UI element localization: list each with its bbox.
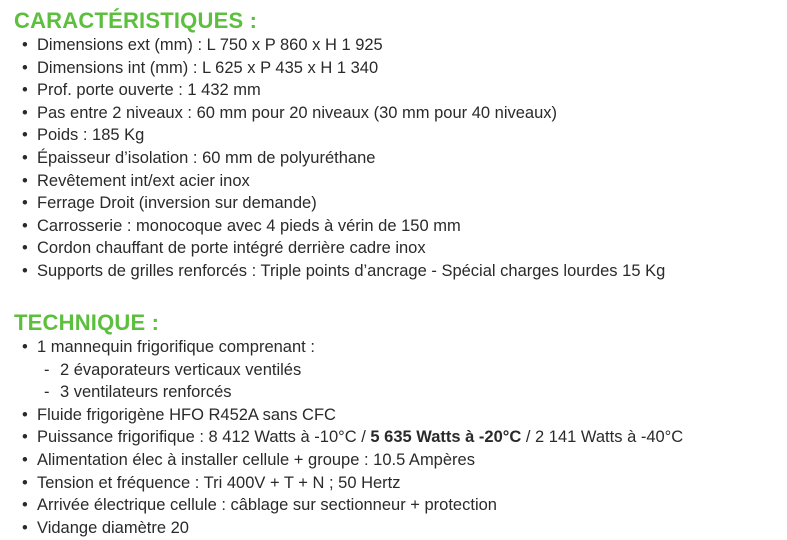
bullet-icon: • bbox=[22, 148, 28, 167]
bullet-icon: • bbox=[22, 103, 28, 122]
bullet-icon: • bbox=[22, 216, 28, 235]
bullet-icon: • bbox=[22, 496, 28, 515]
list-item bbox=[22, 34, 779, 57]
list-item bbox=[22, 517, 779, 540]
list-item bbox=[22, 147, 779, 170]
bullet-icon: • bbox=[22, 450, 28, 469]
list-item-text: Prof. porte ouverte : 1 432 mm bbox=[37, 81, 261, 100]
bullet-icon: • bbox=[22, 518, 28, 537]
list-item bbox=[22, 79, 779, 102]
bullet-icon: • bbox=[22, 194, 28, 213]
bullet-icon: • bbox=[22, 261, 28, 280]
list-item-text: Carrosserie : monocoque avec 4 pieds à vérin de 150 mm bbox=[37, 216, 461, 235]
sub-list-item-text: 2 évaporateurs verticaux ventilés bbox=[60, 360, 302, 379]
list-item-text: Poids : 185 Kg bbox=[37, 126, 145, 145]
bullet-icon: • bbox=[22, 338, 28, 356]
list-item bbox=[22, 170, 779, 193]
list-item bbox=[22, 192, 779, 215]
list-item bbox=[22, 449, 779, 472]
list-item-text: Revêtement int/ext acier inox bbox=[37, 171, 250, 190]
list-item bbox=[22, 404, 779, 427]
technique-title: TECHNIQUE : bbox=[14, 310, 160, 335]
puissance-text-part2: / 2 141 Watts à -40°C bbox=[521, 428, 684, 447]
sub-list-item bbox=[22, 381, 779, 404]
list-item bbox=[22, 237, 779, 260]
sub-list-item bbox=[22, 359, 779, 382]
puissance-text-bold: 5 635 Watts à -20°C bbox=[370, 428, 522, 447]
list-item-puissance bbox=[22, 426, 779, 449]
list-item bbox=[22, 494, 779, 517]
list-item-text: Dimensions ext (mm) : L 750 x P 860 x H 1 925 bbox=[37, 36, 383, 54]
list-item bbox=[22, 336, 779, 359]
technique-list bbox=[14, 336, 779, 539]
dash-icon: - bbox=[44, 360, 50, 379]
bullet-icon: • bbox=[22, 58, 28, 77]
list-item-text: Tension et fréquence : Tri 400V + T + N ; 50 Hertz bbox=[37, 473, 401, 492]
bullet-icon: • bbox=[22, 405, 28, 424]
bullet-icon: • bbox=[22, 473, 28, 492]
list-item-text: Alimentation élec à installer cellule + groupe : 10.5 Ampères bbox=[37, 450, 475, 469]
list-item-text: Fluide frigorigène HFO R452A sans CFC bbox=[37, 405, 336, 424]
list-item bbox=[22, 124, 779, 147]
list-item bbox=[22, 260, 779, 283]
list-item-text: Dimensions int (mm) : L 625 x P 435 x H 1 340 bbox=[37, 58, 379, 77]
list-item-text: Supports de grilles renforcés : Triple points d’ancrage - Spécial charges lourdes 15 Kg bbox=[37, 261, 666, 280]
bullet-icon: • bbox=[22, 81, 28, 100]
caracteristiques-title: CARACTÉRISTIQUES : bbox=[14, 8, 258, 33]
puissance-text-part1: Puissance frigorifique : 8 412 Watts à -10°C / bbox=[37, 428, 371, 447]
bullet-icon: • bbox=[22, 171, 28, 190]
list-item bbox=[22, 102, 779, 125]
list-item-text: Ferrage Droit (inversion sur demande) bbox=[37, 194, 317, 213]
caracteristiques-section bbox=[14, 8, 779, 283]
technique-section bbox=[14, 310, 779, 539]
list-item-text: Cordon chauffant de porte intégré derrière cadre inox bbox=[37, 239, 426, 258]
sub-list-item-text: 3 ventilateurs renforcés bbox=[60, 383, 232, 402]
list-item-text: Arrivée électrique cellule : câblage sur sectionneur + protection bbox=[37, 496, 497, 515]
bullet-icon: • bbox=[22, 36, 28, 54]
list-item-text: Vidange diamètre 20 bbox=[37, 518, 189, 537]
caracteristiques-list bbox=[14, 34, 779, 283]
list-item bbox=[22, 57, 779, 80]
list-item bbox=[22, 472, 779, 495]
bullet-icon: • bbox=[22, 239, 28, 258]
dash-icon: - bbox=[44, 383, 50, 402]
list-item bbox=[22, 215, 779, 238]
list-item-text: 1 mannequin frigorifique comprenant : bbox=[37, 338, 315, 356]
list-item-text: Pas entre 2 niveaux : 60 mm pour 20 niveaux (30 mm pour 40 niveaux) bbox=[37, 103, 558, 122]
bullet-icon: • bbox=[22, 428, 28, 447]
bullet-icon: • bbox=[22, 126, 28, 145]
list-item-text: Épaisseur d’isolation : 60 mm de polyuréthane bbox=[37, 148, 376, 167]
